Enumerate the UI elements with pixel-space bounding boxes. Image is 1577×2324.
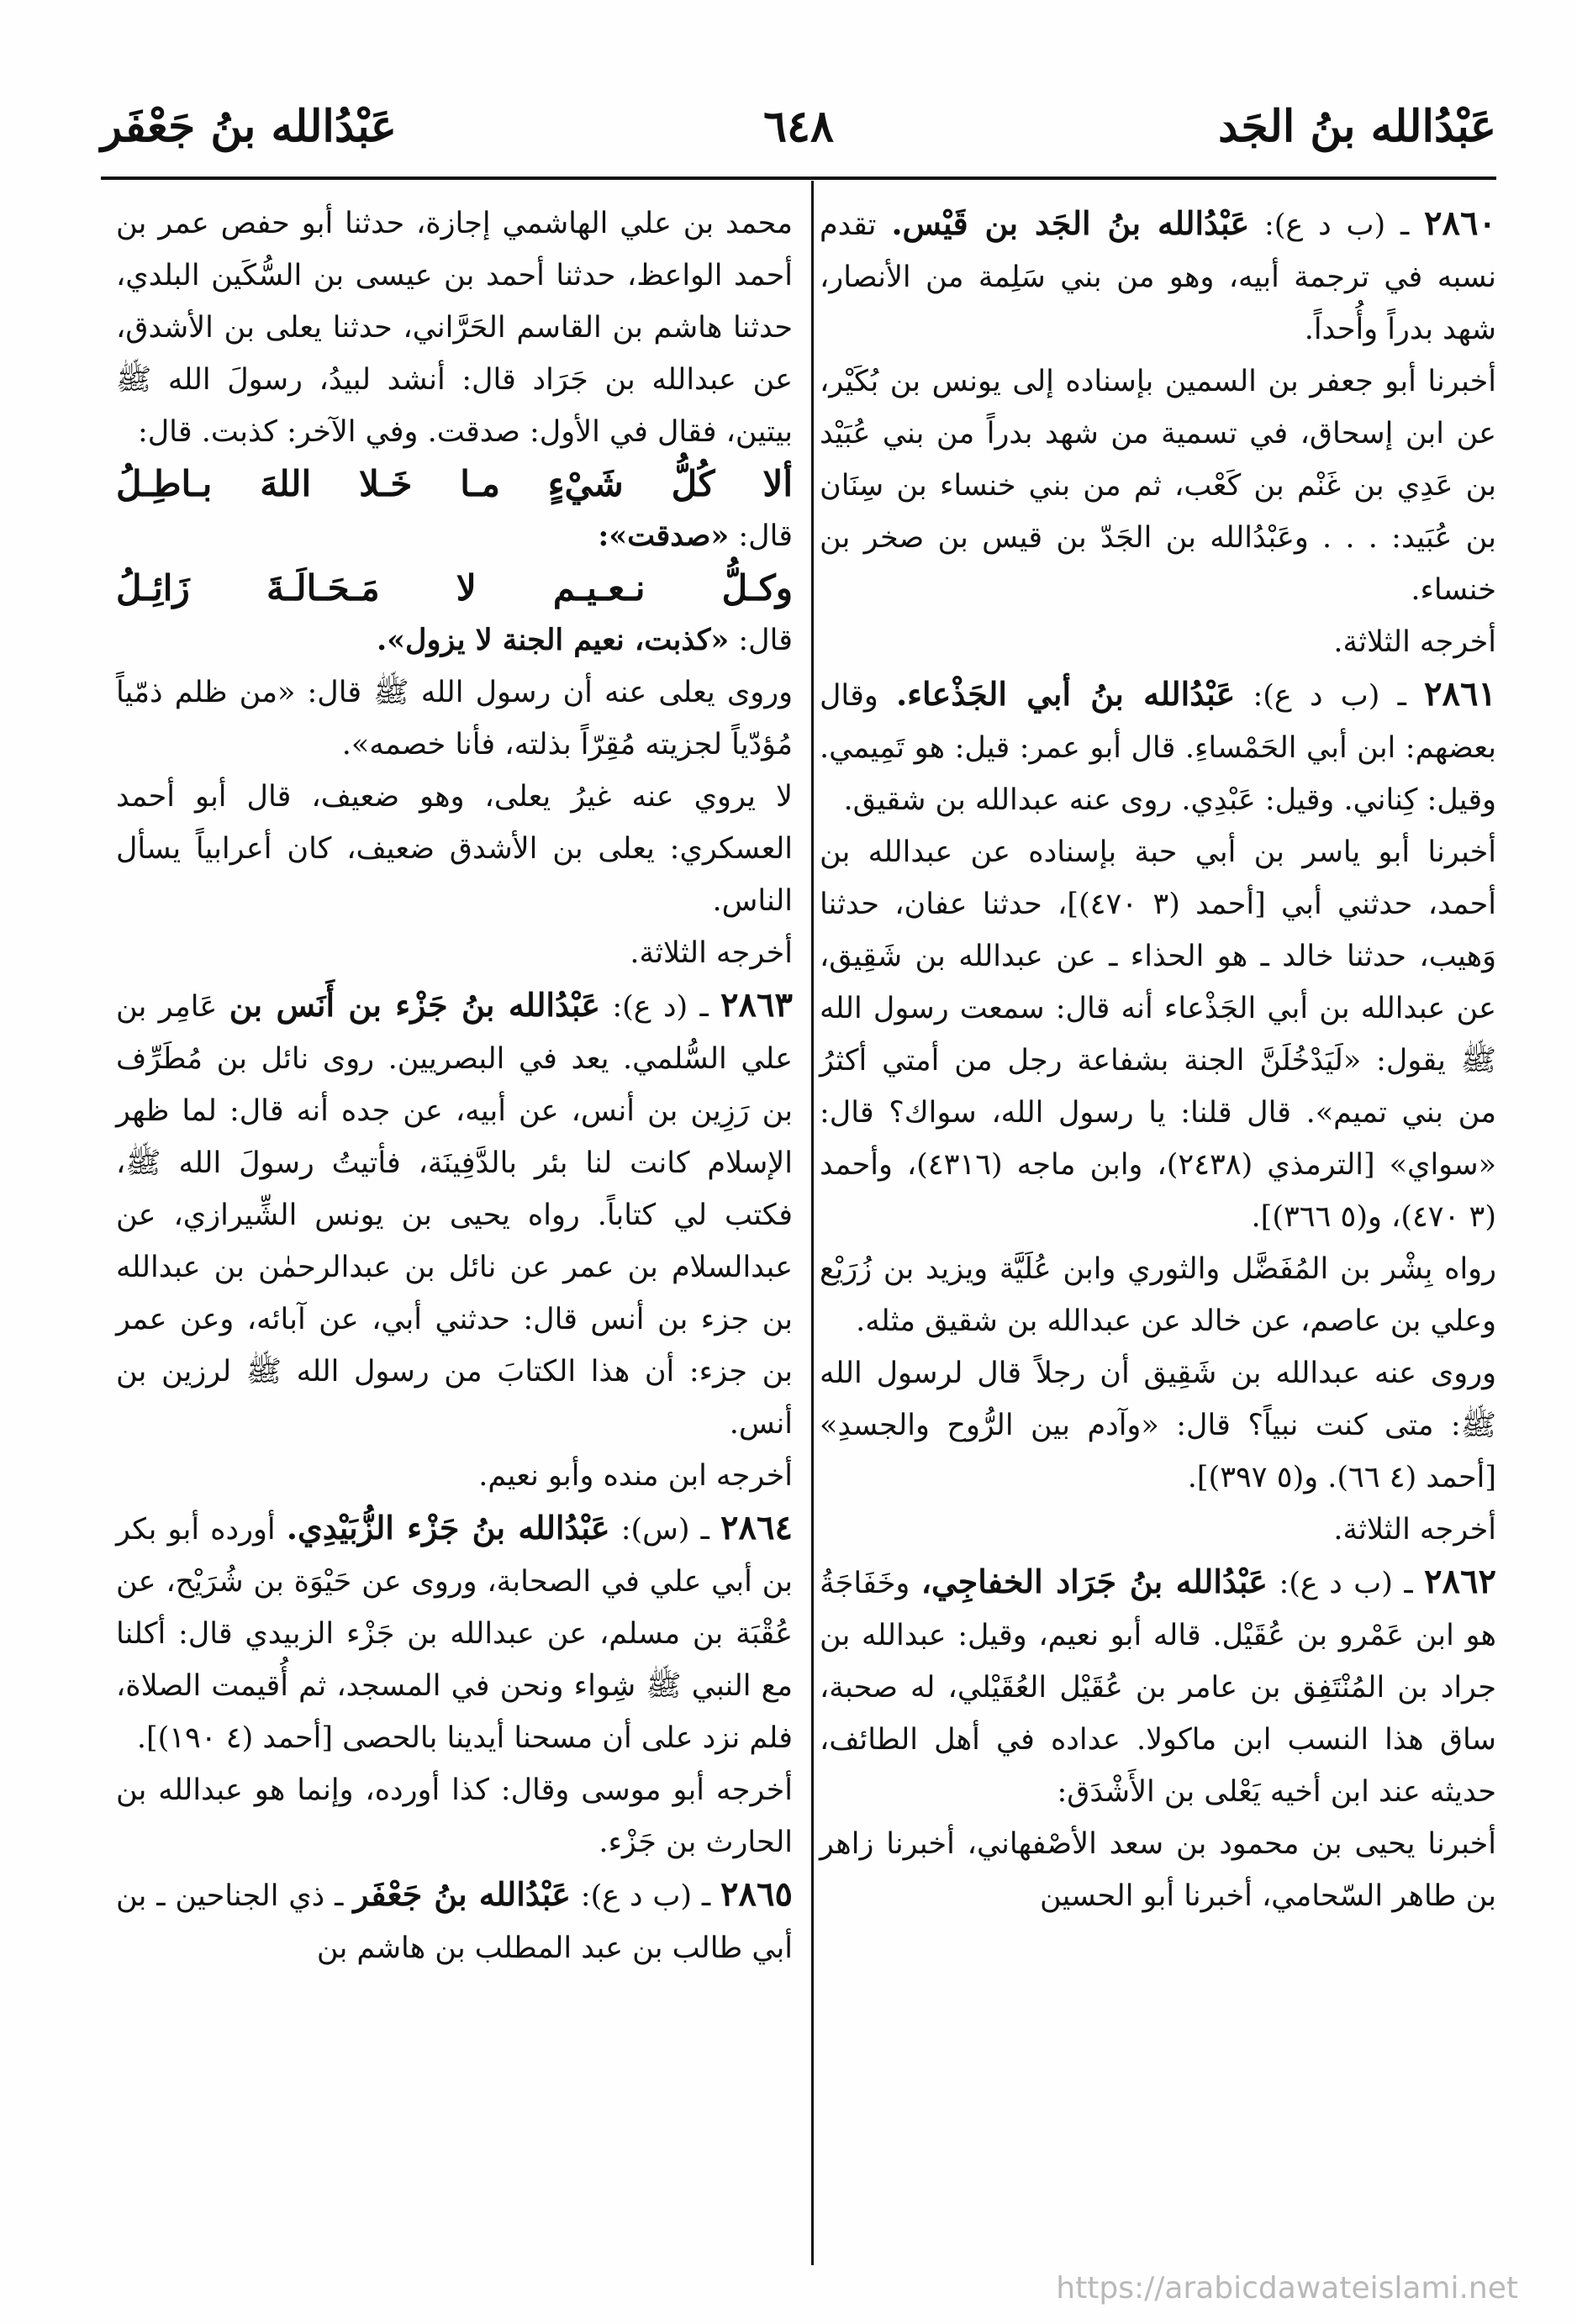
entry-source-code: ـ (ب د ع): <box>1253 679 1406 713</box>
paragraph: محمد بن علي الهاشمي إجازة، حدثنا أبو حفص عمر بن أحمد الواعظ، حدثنا أحمد بن عيسى بن السُّكَين البلدي، حدثنا هاشم بن القاسم الحَرَّاني، حدثنا يعلى بن الأشدق، عن عبدالله بن جَرَاد قال: أنشد لبيدُ، رسولَ الله ﷺ بيتين، فقال في الأول: صدقت. وفي الآخر: كذبت. قال: <box>116 207 793 449</box>
entry-number: ٢٨٦١ <box>1424 674 1496 714</box>
entry-paragraph <box>820 668 1496 826</box>
entry-number: ٢٨٦٣ <box>720 985 793 1025</box>
paragraph: أخرجه الثلاثة. <box>1333 625 1496 659</box>
entry-text: أورده أبو بكر بن أبي علي في الصحابة، وروى عن حَيْوَة بن شُرَيْح، عن عُقْبَة بن مسلم، عن عبدالله بن جَزْء الزبيدي قال: أكلنا مع النبي ﷺ شِواء ونحن في المسجد، ثم أُقيمت الصلاة، فلم نزد على أن مسحنا أيدينا بالحصى [أحمد (٤ ١٩٠)]. <box>116 1513 793 1755</box>
paragraph: أخرجه أبو موسى وقال: كذا أورده، وإنما هو عبدالله بن الحارث بن جَزْء. <box>116 1773 793 1859</box>
running-title-left: عَبْدُالله بنُ جَعْفَر <box>101 101 397 152</box>
entry-source-code: ـ (د ع): <box>612 990 709 1024</box>
entry-source-code: ـ (ب د ع): <box>1279 1567 1413 1600</box>
page-number: ٦٤٨ <box>763 101 834 152</box>
entry-number: ٢٨٦٢ <box>1424 1562 1496 1601</box>
paragraph: وروى عنه عبدالله بن شَقِيق أن رجلاً قال لرسول الله ﷺ: متى كنت نبياً؟ قال: «وآدم بين الرُّوح والجسدِ» [أحمد (٤ ٦٦). و(٥ ٣٩٧)]. <box>820 1357 1496 1494</box>
entry-name: عَبْدُالله بنُ جَرَاد الخفاجِي، <box>920 1563 1268 1600</box>
entry-source-code: ـ (ب د ع): <box>1263 208 1410 242</box>
right-column <box>820 198 1496 1922</box>
paragraph: أخرجه الثلاثة. <box>1333 1513 1496 1547</box>
running-title-right: عَبْدُالله بنُ الجَد <box>1218 101 1496 152</box>
page-header <box>101 101 1496 168</box>
entry-text: ـ ذي الجناحين ـ بن أبي طالب بن عبد المطلب بن هاشم بن <box>116 1879 793 1965</box>
entry-name: عَبْدُالله بنُ أبي الجَذْعاء. <box>895 675 1236 713</box>
entry-source-code: ـ (ب د ع): <box>580 1879 711 1913</box>
entry-paragraph <box>820 198 1496 356</box>
paragraph: لا يروي عنه غيرُ يعلى، وهو ضعيف، قال أبو أحمد العسكري: يعلى بن الأشدق ضعيف، كان أعرابياً يسأل الناس. <box>116 780 793 918</box>
paragraph <box>116 614 793 667</box>
left-column <box>116 198 793 1974</box>
entry-text: وقال بعضهم: ابن أبي الحَمْساءِ. قال أبو عمر: قيل: هو تَمِيمي. وقيل: كِناني. وقيل: عَبْدِي. روى عنه عبدالله بن شقيق. <box>820 679 1496 817</box>
paragraph: أخبرنا أبو ياسر بن أبي حبة بإسناده عن عبدالله بن أحمد، حدثني أبي [أحمد (٣ ٤٧٠)]، حدثنا عفان، حدثنا وَهيب، حدثنا خالد ـ هو الحذاء ـ عن عبدالله بن شَقِيق، عن عبدالله بن أبي الجَذْعاء أنه قال: سمعت رسول الله ﷺ يقول: «لَيَدْخُلَنَّ الجنة بشفاعة رجل من أمتي أكثرُ من بني تميم». قال قلنا: يا رسول الله، سواك؟ قال: «سواي» [الترمذي (٢٤٣٨)، وابن ماجه (٤٣١٦)، وأحمد (٣ ٤٧٠)، و(٥ ٣٦٦)]. <box>820 835 1496 1234</box>
quoted-saying: «كذبت، نعيم الجنة لا يزول». <box>377 623 730 657</box>
entry-paragraph <box>116 979 793 1450</box>
paragraph: أخرجه الثلاثة. <box>630 936 793 970</box>
entry-paragraph <box>116 1502 793 1764</box>
paragraph-text: قال: <box>729 519 793 553</box>
paragraph <box>116 510 793 562</box>
entry-number: ٢٨٦٠ <box>1424 203 1496 243</box>
column-divider <box>811 181 814 2265</box>
entry-paragraph <box>820 1556 1496 1818</box>
entry-text: تقدم نسبه في ترجمة أبيه، وهو من بني سَلِمة من الأنصار، شهد بدراً وأُحداً. <box>820 208 1496 346</box>
entry-name: عَبْدُالله بنُ جَزْء الزُّبَيْدِي. <box>286 1509 610 1547</box>
watermark-url: https://arabicdawateislami.net <box>1056 2271 1518 2306</box>
entry-source-code: ـ (س): <box>620 1513 709 1547</box>
poetry-verse: ألا كُلُّ شَيْءٍ مـا خَـلا اللهَ بـاطِـلُ <box>116 463 793 504</box>
paragraph: وروى يعلى عنه أن رسول الله ﷺ قال: «من ظلم ذمّياً مُؤدّياً لجزيته مُقِرّاً بذلته، فأنا خصمه». <box>116 676 793 761</box>
quoted-saying: «صدقت»: <box>598 519 730 553</box>
entry-number: ٢٨٦٤ <box>720 1508 793 1547</box>
entry-name: عَبْدُالله بنُ الجَد بن قَيْس. <box>891 204 1250 242</box>
header-rule <box>101 177 1496 180</box>
paragraph: أخبرنا أبو جعفر بن السمين بإسناده إلى يونس بن بُكَيْر، عن ابن إسحاق، في تسمية من شهد بدراً من بني عُبَيْد بن عَدِي بن غَنْم بن كَعْب، ثم من بني خنساء بن سِنَان بن عُبَيد: . . . وعَبْدُالله بن الجَدّ بن قيس بن صخر بن خنساء. <box>820 365 1496 607</box>
entry-number: ٢٨٦٥ <box>720 1874 793 1914</box>
paragraph: رواه بِشْر بن المُفَضَّل والثوري وابن عُلَيَّة ويزيد بن زُرَيْع وعلي بن عاصم، عن خالد عن عبدالله بن شقيق مثله. <box>820 1252 1496 1338</box>
entry-text: عَامِر بن علي السُّلمي. يعد في البصريين. روى نائل بن مُطَرِّف بن رَزِين بن أنس، عن أبيه، عن جده أنه قال: لما ظهر الإسلام كانت لنا بئر بالدَّفِينَة، فأتيتُ رسولَ الله ﷺ، فكتب لي كتاباً. رواه يحيى بن يونس الشِّيرازي، عن عبدالسلام بن عمر عن نائل بن عبدالرحمٰن بن عبدالله بن جزء بن أنس قال: حدثني أبي، عن آبائه، وعن عمر بن جزء: أن هذا الكتابَ من رسول الله ﷺ لرزين بن أنس. <box>116 990 793 1441</box>
paragraph: أخرجه ابن منده وأبو نعيم. <box>478 1459 793 1493</box>
entry-name: عَبْدُالله بنُ جَعْفَر <box>353 1875 571 1913</box>
entry-name: عَبْدُالله بنُ جَزْء بن أَنَس بن <box>229 986 601 1024</box>
paragraph-text: قال: <box>729 624 793 657</box>
poetry-verse: وكـلُّ نـعـيـم لا مَـحَـالَـةَ زَائِـلُ <box>116 567 793 609</box>
paragraph: أخبرنا يحيى بن محمود بن سعد الأصْفهاني، أخبرنا زاهر بن طاهر السّحامي، أخبرنا أبو الحسين <box>820 1827 1496 1913</box>
entry-paragraph <box>116 1868 793 1974</box>
entry-text: وخَفَاجَةُ هو ابن عَمْرو بن عُقَيْل. قاله أبو نعيم، وقيل: عبدالله بن جراد بن المُنْتَفِق بن عامر بن عُقَيْل العُقَيْلي، له صحبة، ساق هذا النسب ابن ماكولا. عداده في أهل الطائف، حديثه عند ابن أخيه يَعْلى بن الأَشْدَق: <box>820 1567 1496 1809</box>
